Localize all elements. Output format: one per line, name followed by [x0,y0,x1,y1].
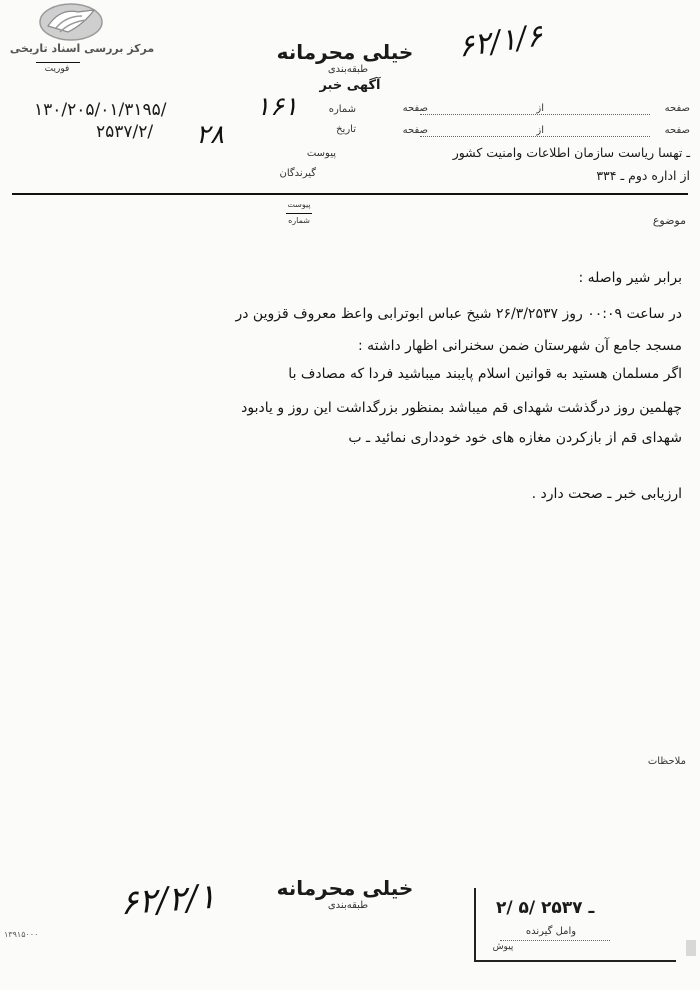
date-value: ۲۵۳۷/۲/ [96,122,154,142]
from-label-2: از [536,125,544,136]
number-handwritten: ۱۶۱ [256,92,298,122]
subject-label: موضوع [652,214,686,227]
body-line-2: مسجد جامع آن شهرستان ضمن سخنرانی اظهار داشته : [357,338,682,354]
number-label: شماره [328,104,356,115]
footer-classification-sub: طبقه‌بندی [327,900,369,911]
left-edge-text: ۱۳۹۱۵۰۰۰ [4,930,39,939]
date-handwritten: ۲۸ [196,120,224,150]
page-label-3: صفحه [402,103,428,114]
page-label-1: صفحه [664,103,690,114]
scan-mark [686,940,696,956]
from-line: از اداره دوم ـ ۳۳۴ [596,168,690,183]
footer-classification: خیلی محرمانه [276,876,414,900]
archive-logo [38,2,104,42]
classification-title: خیلی محرمانه [276,40,414,64]
body-line-4: چهلمین روز درگذشت شهدای قم میباشد بمنظور بزرگداشت این روز و یادبود [241,400,682,416]
page-label-4: صفحه [402,125,428,136]
number-value: ۱۳۰/۲۰۵/۰۱/۳۱۹۵/ [34,100,167,120]
archive-book-logo-icon [38,2,104,42]
category-label: آگهی خبر [319,78,381,93]
assessment-line: ارزیابی خبر ـ صحت دارد . [531,486,682,502]
header-divider [12,193,688,195]
annex-sub: شماره [288,216,310,225]
body-line-3: اگر مسلمان هستید به قوانین اسلام پایبند میباشید فردا که مصادف با [288,366,682,382]
footer-handwritten-note: ۶۲/۲/۱ [118,876,218,924]
priority-line [36,62,80,63]
remarks-label: ملاحظات [647,756,686,767]
attachment-label: پیوست [306,148,336,159]
annex-line [286,213,312,214]
date-label: تاریخ [336,124,356,135]
salutation: برابر شیر واصله : [578,270,682,286]
to-line: ـ تهسا ریاست سازمان اطلاعات وامنیت کشور [452,145,690,160]
dotline-2 [420,136,650,137]
annex-label: پیوست [287,200,311,209]
stamp-label: وامل گیرنده [525,926,577,937]
body-line-1: در ساعت ۰۰:۰۹ روز ۲۶/۳/۲۵۳۷ شیخ عباس ابوترابی واعظ معروف قزوین در [235,306,682,322]
stamp-corner: پیوش [492,942,514,952]
page-label-2: صفحه [664,125,690,136]
from-label-1: از [536,103,544,114]
dotline-1 [420,114,650,115]
stamp-number: ۲/ ۵/ ۲۵۳۷ ـ [496,898,595,918]
recipients-label: گیرندگان [279,168,316,179]
body-line-5: شهدای قم از بازکردن مغازه های خود خودداری نمائید ـ ب [348,430,682,446]
priority-label: فوریت [44,64,70,74]
stamp-dotline [500,940,610,941]
logo-caption: مرکز بررسی اسناد تاریخی [9,42,155,55]
handwritten-top-date: ۶۲/۱/۶ [455,18,545,65]
classification-sub: طبقه‌بندی [327,64,369,75]
